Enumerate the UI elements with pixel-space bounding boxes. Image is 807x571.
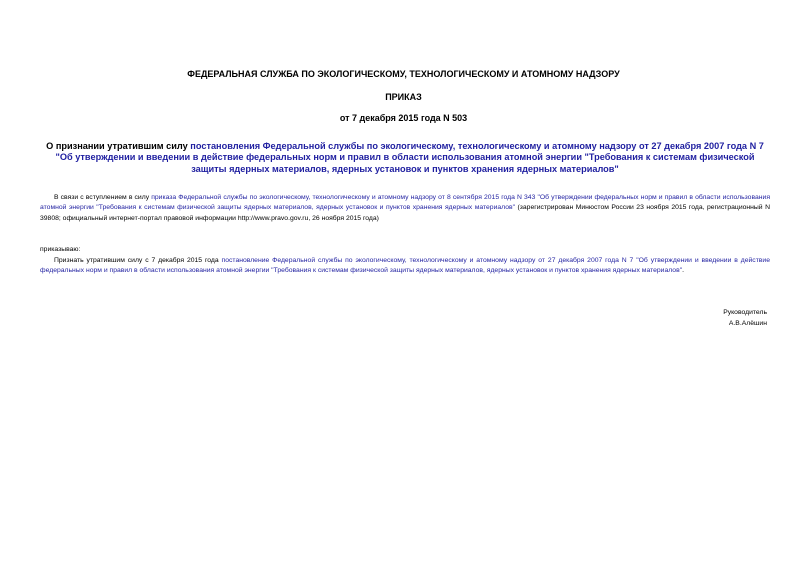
decree-paragraph [40, 256, 770, 277]
intro-prefix: В связи с вступлением в силу [54, 194, 152, 201]
document-date-number: от 7 декабря 2015 года N 503 [339, 113, 468, 123]
intro-reference-link[interactable]: приказа Федеральной службы по экологическому, технологическому и атомному надзору от 8 сентября 2015 года N 343 "Об утверждении федеральных норм и правил в области использования атомной энергии "Требования к системам физической защиты ядерных материалов, ядерных установок и пунктов хранения ядерных материалов" [40, 194, 771, 212]
title-reference-link[interactable]: постановления Федеральной службы по экологическому, технологическому и атомному надзору от 27 декабря 2007 года N 7 "Об утверждении и введении в действие федеральных норм и правил в области использования атомной энергии "Требования к системам физической защиты ядерных материалов, ядерных установок и пунктов хранения ядерных материалов" [55, 141, 764, 174]
title-prefix: О признании утратившим силу [46, 141, 191, 151]
signature-name: А.В.Алёшин [728, 320, 767, 327]
agency-heading: ФЕДЕРАЛЬНАЯ СЛУЖБА ПО ЭКОЛОГИЧЕСКОМУ, ТЕХНОЛОГИЧЕСКОМУ И АТОМНОМУ НАДЗОРУ [187, 69, 620, 79]
decree-reference-link[interactable]: постановление Федеральной службы по экологическому, технологическому и атомному надзору от 27 декабря 2007 года N 7 "Об утверждении и введении в действие федеральных норм и правил в области использования атомной энергии "Требования к системам физической защиты ядерных материалов, ядерных установок и пунктов хранения ядерных материалов" [40, 257, 770, 275]
intro-paragraph [40, 193, 770, 224]
document-type-heading: ПРИКАЗ [385, 92, 422, 102]
signature-position: Руководитель [723, 309, 767, 316]
decree-word: приказываю: [40, 246, 81, 253]
document-title [44, 141, 766, 175]
intro-suffix: (зарегистрирован Минюстом России 23 ноября 2015 года, регистрационный N 39808; официальный интернет-портал правовой информации http://www.pravo.gov.ru, 26 ноября 2015 года) [40, 204, 770, 222]
decree-prefix: Признать утратившим силу с 7 декабря 2015 года [54, 257, 222, 264]
decree-suffix: . [682, 267, 684, 275]
